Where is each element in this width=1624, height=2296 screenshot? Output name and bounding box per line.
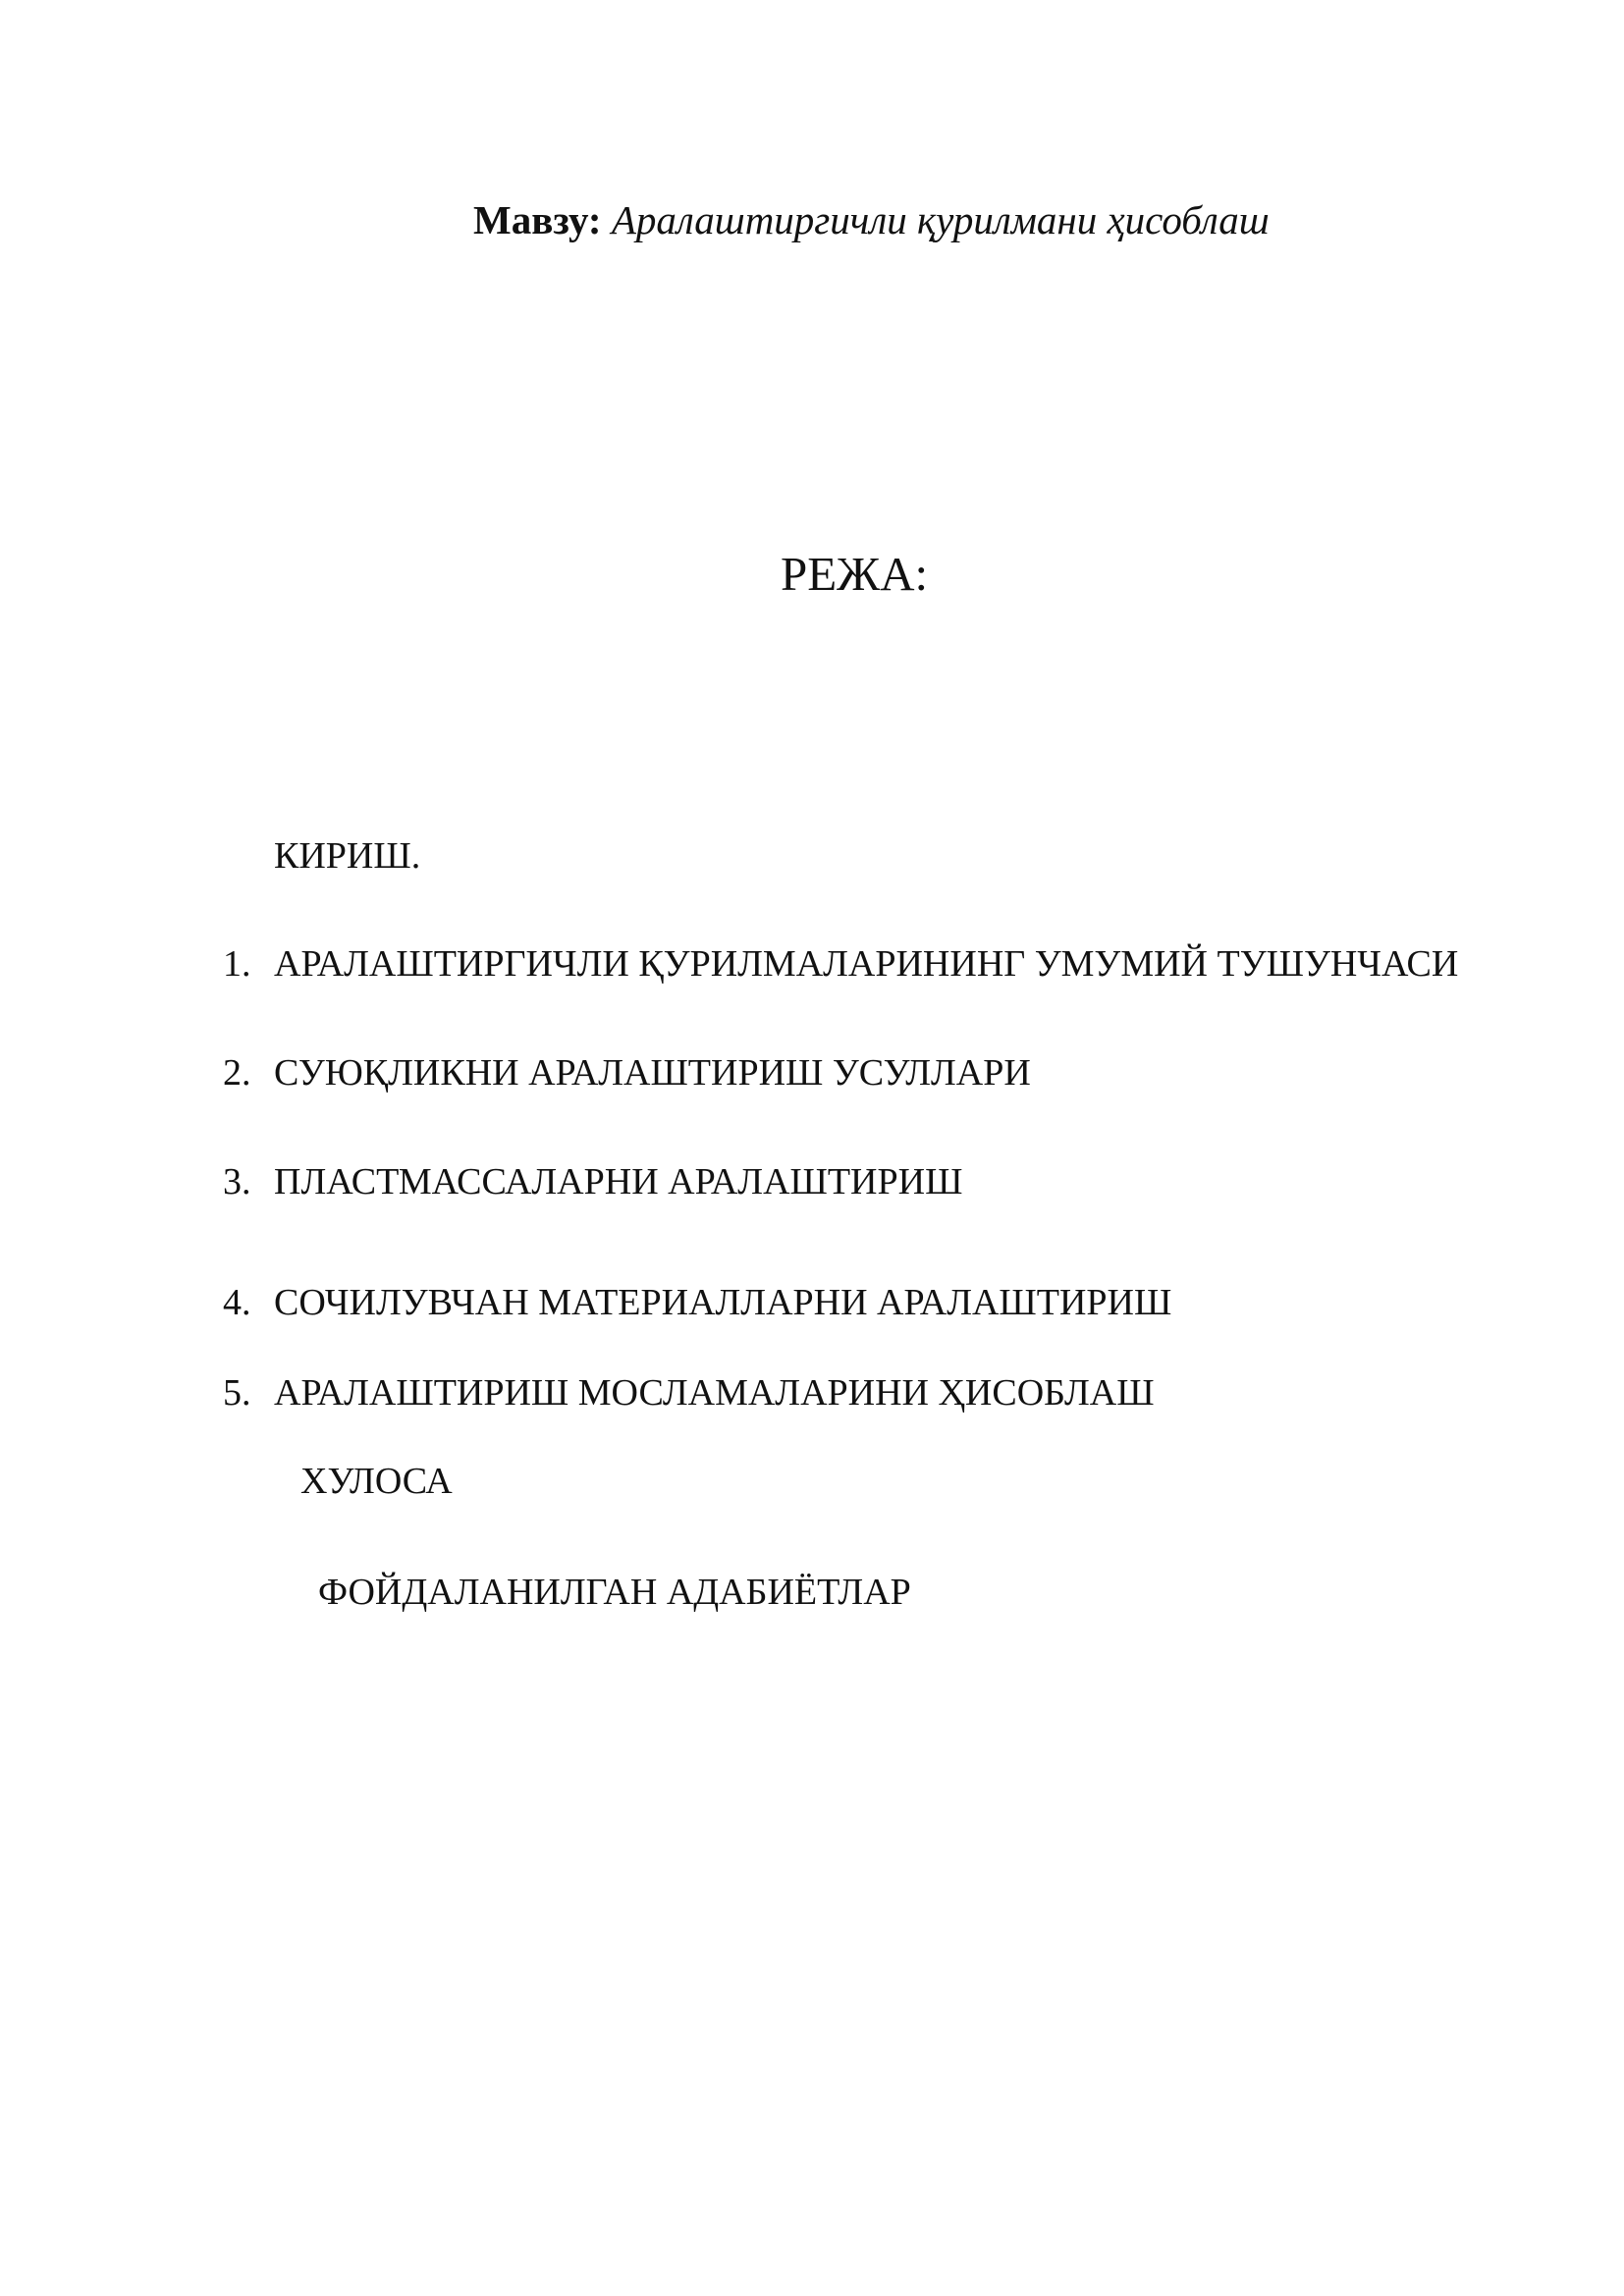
plan-references: ФОЙДАЛАНИЛГАН АДАБИЁТЛАР xyxy=(318,1572,911,1613)
plan-item-number: 1. xyxy=(223,943,251,985)
plan-heading: РЕЖА: xyxy=(781,547,929,601)
plan-conclusion: ХУЛОСА xyxy=(300,1461,453,1502)
plan-item-number: 4. xyxy=(223,1282,251,1323)
plan-item-text: АРАЛАШТИРИШ МОСЛАМАЛАРИНИ ҲИСОБЛАШ xyxy=(274,1372,1155,1414)
topic-line xyxy=(473,194,1270,245)
plan-item-number: 3. xyxy=(223,1161,251,1202)
plan-item-text: СОЧИЛУВЧАН МАТЕРИАЛЛАРНИ АРАЛАШТИРИШ xyxy=(274,1282,1172,1323)
plan-item-text: СУЮҚЛИКНИ АРАЛАШТИРИШ УСУЛЛАРИ xyxy=(274,1052,1031,1094)
plan-item-number: 5. xyxy=(223,1372,251,1414)
plan-item-number: 2. xyxy=(223,1052,251,1094)
topic-title: Аралаштиргичли қурилмани ҳисоблаш xyxy=(611,197,1270,242)
plan-item-text: АРАЛАШТИРГИЧЛИ ҚУРИЛМАЛАРИНИНГ УМУМИЙ ТУШУНЧАСИ xyxy=(274,943,1459,985)
topic-label: Мавзу: xyxy=(473,197,602,242)
plan-intro: КИРИШ. xyxy=(274,835,421,877)
plan-item-text: ПЛАСТМАССАЛАРНИ АРАЛАШТИРИШ xyxy=(274,1161,963,1202)
